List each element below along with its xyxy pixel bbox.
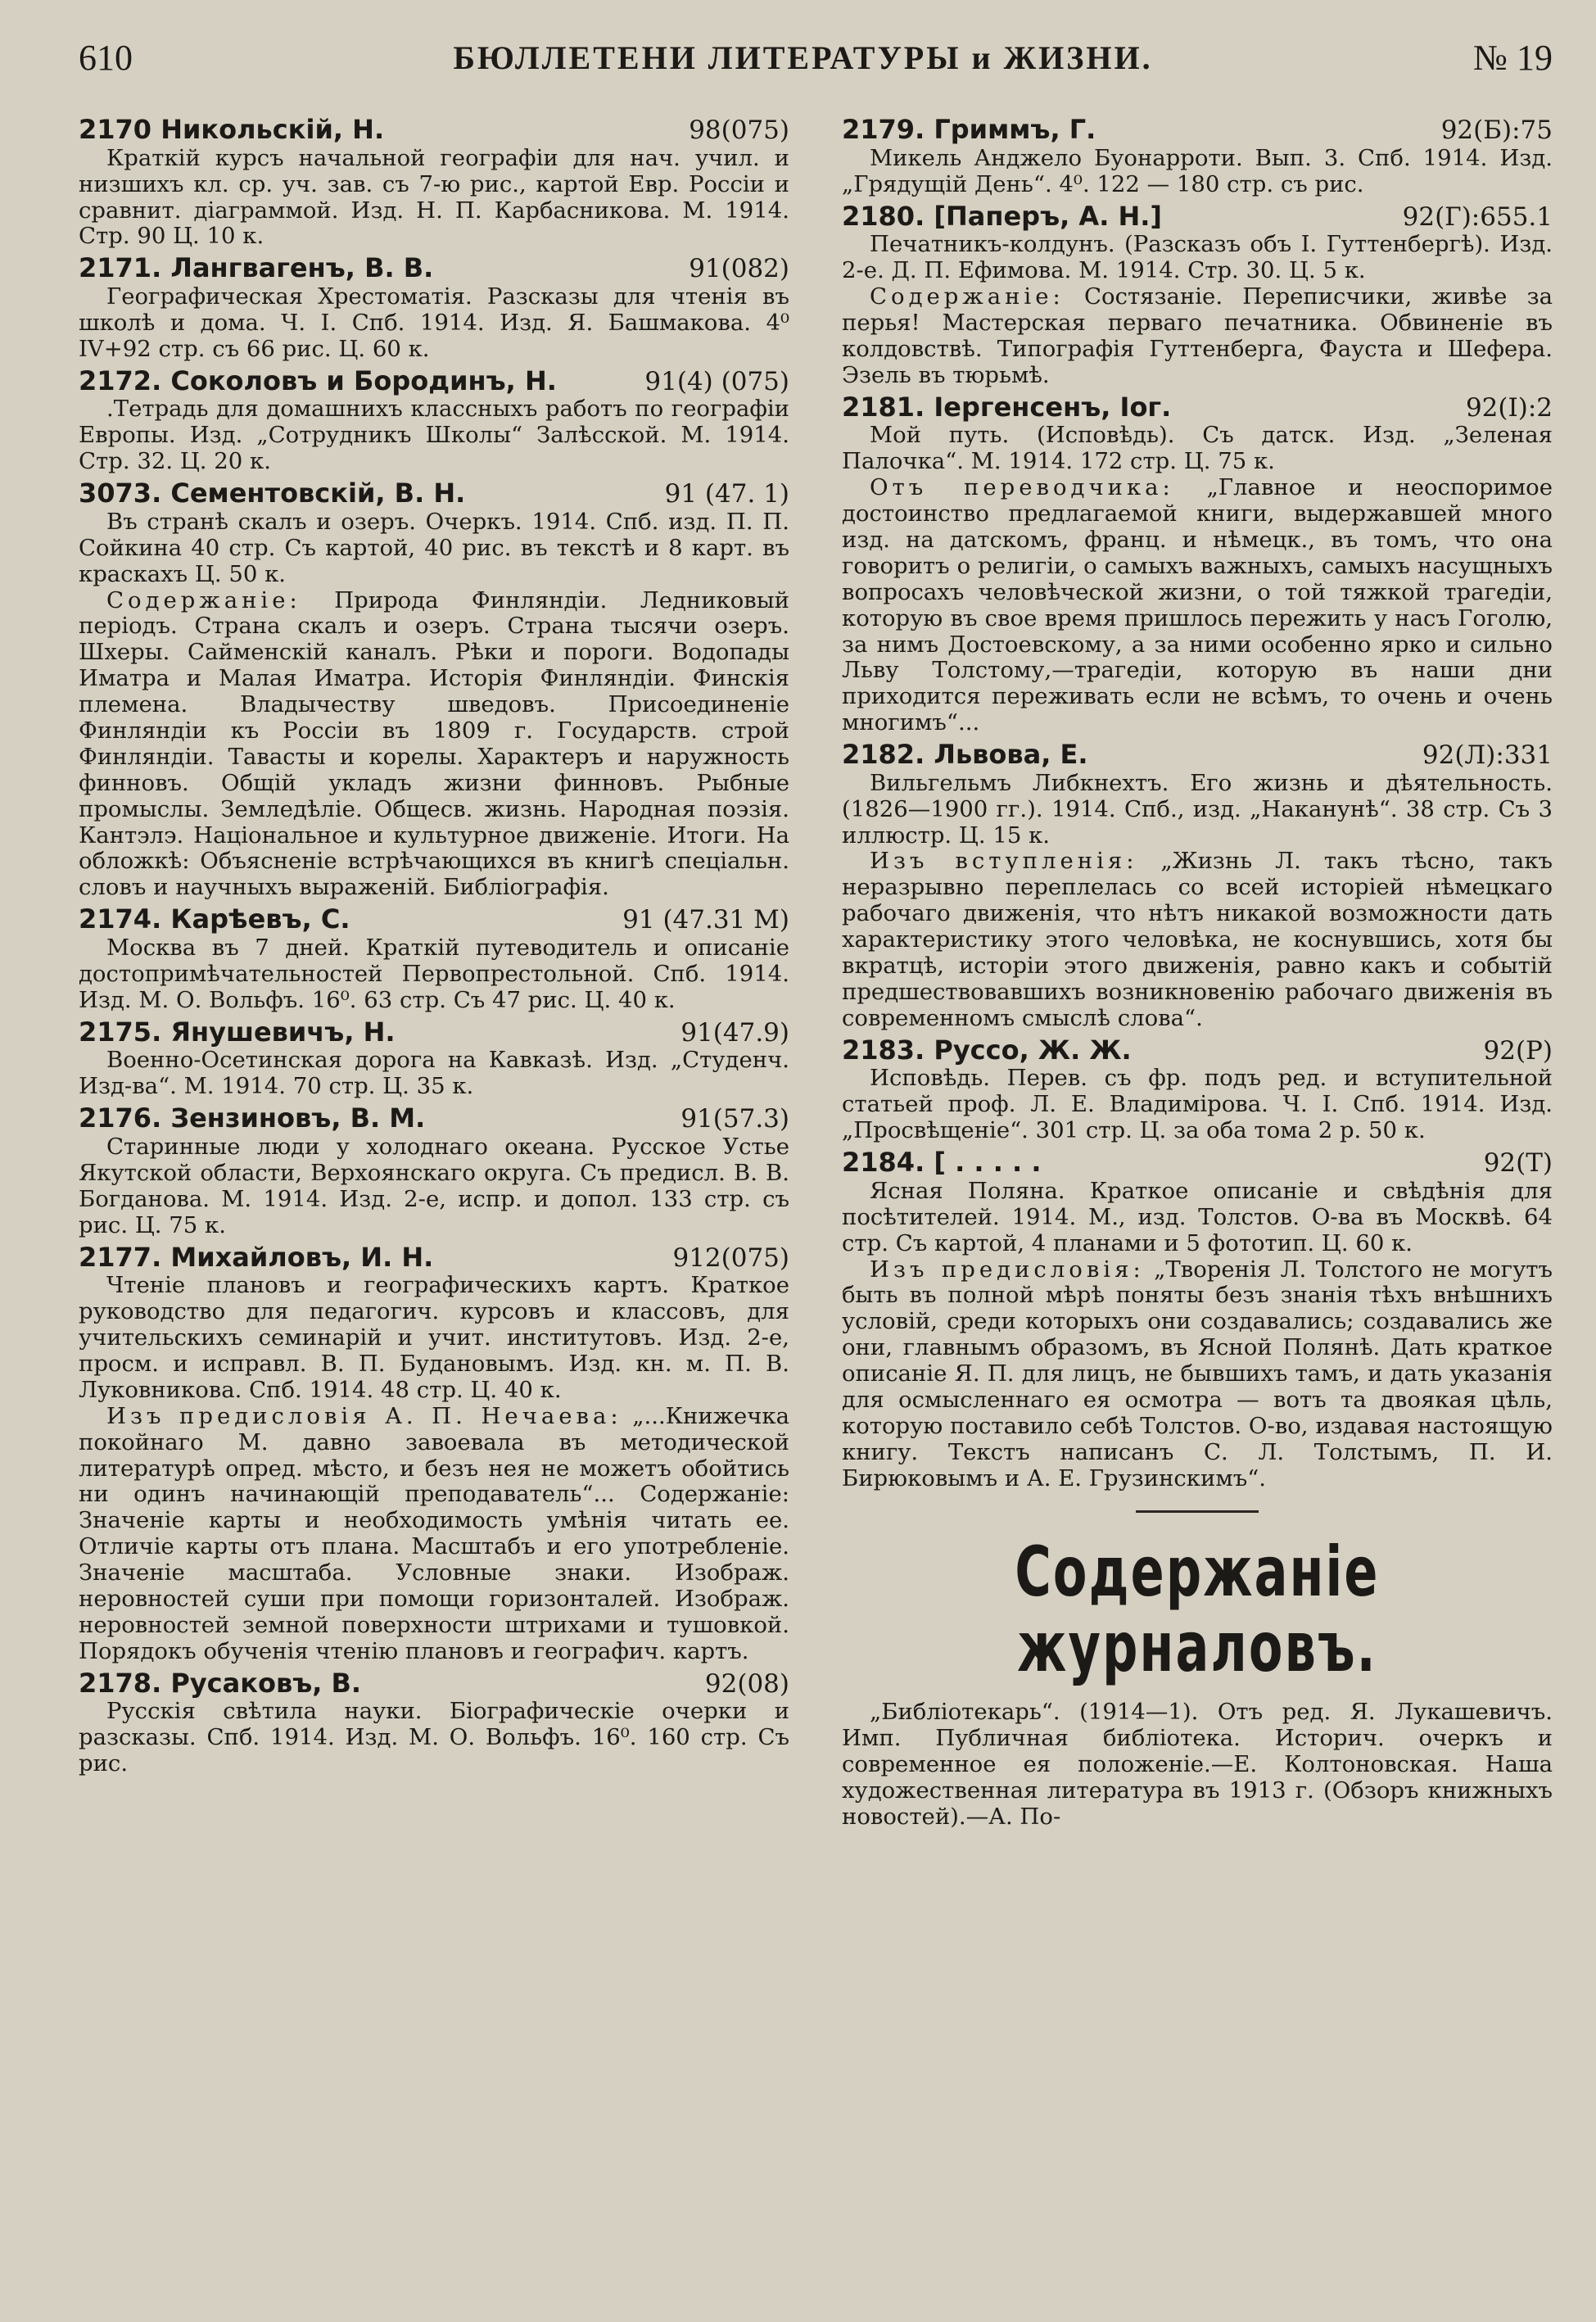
entry-number: 2179. — [842, 114, 925, 145]
entry-author: Іергенсенъ, Іог. — [934, 391, 1172, 423]
bibliography-entry — [842, 115, 1553, 198]
entry-heading — [842, 740, 1553, 771]
entry-number: 2181. — [842, 391, 925, 423]
entry-classification: 92(08) — [704, 1668, 789, 1699]
annotation-text: „Творенія Л. Толстого не могутъ быть въ полной мѣрѣ поняты безъ знанія тѣхъ внѣшнихъ условій, среди которыхъ они создавались; создавались же они, главнымъ образомъ, въ Ясной Полянѣ. Дать краткое описаніе Я. П. для лицъ, не бывшихъ тамъ, и дать указанія для осмысленнаго ея осмотра — вотъ та двоякая цѣль, которую поставило себѣ Толстов. О-во, издавая настоящую книгу. Текстъ написанъ С. Л. Толстымъ, П. И. Бирюковымъ и А. Е. Грузинскимъ“. — [842, 1256, 1553, 1491]
entry-author: Зензиновъ, В. М. — [170, 1102, 426, 1134]
entry-number-author — [79, 1103, 425, 1134]
entry-classification: 912(075) — [672, 1242, 789, 1273]
entry-number: 3073. — [79, 478, 162, 509]
entry-annotation — [79, 1404, 789, 1665]
entry-author: Гриммъ, Г. — [934, 114, 1096, 145]
entry-classification: 92(Л):331 — [1422, 740, 1553, 771]
bibliography-entry — [79, 1668, 789, 1777]
entry-author: Карѣевъ, С. — [170, 903, 350, 935]
entry-heading — [842, 115, 1553, 146]
entry-author: Русаковъ, В. — [170, 1667, 362, 1699]
entry-number: 2184. — [842, 1147, 925, 1179]
annotation-text: „Жизнь Л. такъ тѣсно, такъ неразрывно переплелась со всей исторіей нѣмецкаго рабочаго движенія, что нѣтъ никакой возможности дать характеристику этого человѣка, не коснувшись, хотя бы вкратцѣ, исторіи этого движенія, равно какъ и событій предшествовавшихъ возникновенію рабочаго движенія въ современномъ смыслѣ слова“. — [842, 848, 1553, 1031]
annotation-label: Содержаніе: — [106, 586, 301, 613]
entry-author: Соколовъ и Бородинъ, Н. — [170, 364, 557, 396]
bibliography-entry — [79, 478, 789, 901]
entry-number: 2178. — [79, 1667, 162, 1699]
entry-description: .Тетрадь для домашнихъ классныхъ работъ по географіи Европы. Изд. „Сотрудникъ Школы“ Залѣсской. М. 1914. Стр. 32. Ц. 20 к. — [79, 396, 789, 475]
annotation-label: Содержаніе: — [870, 283, 1065, 310]
annotation-text: „...Книжечка покойнаго М. давно завоевала въ методической литературѣ опред. мѣсто, и безъ нея не можетъ обойтись ни одинъ начинающій преподаватель“... Содержаніе: Значеніе карты и необходимость умѣнія читать ее. Отличіе карты отъ плана. Масштабъ и его употребленіе. Значеніе масштаба. Условные знаки. Изображ. неровностей суши при помощи горизонталей. Изображ. неровностей земной поверхности штрихами и тушовкой. Порядокъ обученія чтенію плановъ и географич. картъ. — [79, 1402, 789, 1664]
entry-description: Чтеніе плановъ и географическихъ картъ. Краткое руководство для педагогич. курсовъ и классовъ, для учительскихъ семинарій и учит. институтовъ. Изд. 2-е, просм. и исправл. В. П. Будановымъ. Изд. кн. м. П. В. Луковникова. Спб. 1914. 48 стр. Ц. 40 к. — [79, 1272, 789, 1403]
entry-classification: 91(47.9) — [680, 1017, 789, 1048]
entry-description: Старинные люди у холоднаго океана. Русское Устье Якутской области, Верхоянскаго округа. Съ предисл. В. В. Богданова. М. 1914. Изд. 2-е, испр. и допол. 133 стр. съ рис. Ц. 75 к. — [79, 1133, 789, 1238]
entry-number: 2174. — [79, 903, 162, 935]
entry-classification: 91(082) — [689, 254, 789, 284]
entry-heading — [79, 1242, 789, 1274]
entry-heading — [79, 1668, 789, 1700]
entry-heading — [79, 1017, 789, 1048]
entry-author: [Паперъ, А. Н.] — [934, 200, 1163, 232]
entry-number-author — [79, 253, 433, 284]
journals-heading: Содержаніе журналовъ. — [1015, 1531, 1380, 1687]
issue-number: № 19 — [1473, 37, 1553, 78]
bibliography-entry — [79, 1017, 789, 1101]
entry-author: Руссо, Ж. Ж. — [934, 1034, 1132, 1066]
annotation-label: Изъ вступленія: — [870, 848, 1138, 875]
bibliography-entry — [842, 1147, 1553, 1491]
entry-description: Ясная Поляна. Краткое описаніе и свѣдѣнія для посѣтителей. 1914. М., изд. Толстов. О-ва въ Москвѣ. 64 стр. Съ картой, 4 планами и 5 фототип. Ц. 60 к. — [842, 1177, 1553, 1256]
entry-author: Никольскій, Н. — [161, 114, 385, 145]
entry-classification: 91 (47.31 М) — [622, 905, 789, 935]
journals-text: „Библіотекарь“. (1914—1). Отъ ред. Я. Лукашевичъ. Имп. Публичная библіотека. Историч. очеркъ и современное ея положеніе.—Е. Колтоновская. Наша художественная литература въ 1913 г. (Обзоръ книжныхъ новостей).—А. По- — [842, 1699, 1553, 1830]
entry-number-author — [79, 1668, 361, 1700]
entry-annotation — [842, 1257, 1553, 1492]
entry-heading — [842, 201, 1553, 233]
entry-number-author — [842, 201, 1162, 233]
entry-description: Въ странѣ скалъ и озеръ. Очеркъ. 1914. Спб. изд. П. П. Сойкина 40 стр. Съ картой, 40 рис. въ текстѣ и 8 карт. въ краскахъ Ц. 50 к. — [79, 508, 789, 587]
bibliography-entry — [79, 1103, 789, 1238]
entry-number-author — [842, 1035, 1132, 1066]
entry-number-author — [842, 1147, 1041, 1179]
entry-description: Москва въ 7 дней. Краткій путеводитель и описаніе достопримѣчательностей Первопрестольной. Спб. 1914. Изд. М. О. Вольфъ. 16⁰. 63 стр. Съ 47 рис. Ц. 40 к. — [79, 935, 789, 1013]
entry-author: [ . . . . . — [934, 1147, 1042, 1179]
entry-description: Краткій курсъ начальной географіи для нач. учил. и низшихъ кл. ср. уч. зав. съ 7-ю рис., картой Евр. Россіи и сравнит. діаграммой. Изд. Н. П. Карбасникова. М. 1914. Стр. 90 Ц. 10 к. — [79, 144, 789, 250]
entry-classification: 92(І):2 — [1465, 392, 1553, 423]
entry-author: Михайловъ, И. Н. — [170, 1241, 434, 1273]
bibliography-entry — [842, 201, 1553, 389]
entry-number-author — [79, 478, 465, 509]
entry-number: 2177. — [79, 1241, 162, 1273]
entry-description: Русскія свѣтила науки. Біографическіе очерки и разсказы. Спб. 1914. Изд. М. О. Вольфъ. 16⁰. 160 стр. Съ рис. — [79, 1698, 789, 1777]
section-divider — [1136, 1510, 1259, 1513]
annotation-label: Изъ предисловія А. П. Нечаева: — [106, 1402, 622, 1429]
entry-classification: 92(Т) — [1483, 1148, 1553, 1179]
annotation-label: Отъ переводчика: — [870, 474, 1174, 501]
entry-classification: 92(Р) — [1483, 1035, 1553, 1066]
entry-heading — [79, 253, 789, 284]
annotation-text: Состязаніе. Переписчики, живѣе за перья! Мастерская перваго печатника. Обвиненіе въ колдовствѣ. Типографія Гуттенберга, Фауста и Шефера. Эзель въ тюрьмѣ. — [842, 283, 1553, 388]
entry-classification: 91(57.3) — [680, 1104, 789, 1134]
entry-number: 2176. — [79, 1102, 162, 1134]
entry-number: 2182. — [842, 739, 925, 771]
entry-heading — [842, 1035, 1553, 1066]
bibliography-entry — [842, 740, 1553, 1032]
entry-number-author — [79, 904, 350, 935]
entry-author: Львова, Е. — [934, 739, 1088, 771]
right-entries — [842, 115, 1553, 1492]
entry-annotation — [842, 849, 1553, 1031]
entry-heading — [842, 1147, 1553, 1179]
page-header — [79, 33, 1553, 82]
entry-description: Печатникъ-колдунъ. (Разсказъ объ І. Гуттенбергѣ). Изд. 2-е. Д. П. Ефимова. М. 1914. Стр. 30. Ц. 5 к. — [842, 231, 1553, 284]
entry-heading — [79, 478, 789, 509]
bibliography-entry — [79, 253, 789, 362]
annotation-label: Изъ предисловія: — [870, 1256, 1145, 1283]
entry-number: 2180. — [842, 200, 925, 232]
entry-number: 2171. — [79, 252, 162, 284]
entry-number: 2175. — [79, 1016, 162, 1048]
entry-annotation — [842, 475, 1553, 736]
entry-number-author — [79, 1017, 396, 1048]
entry-description: Военно-Осетинская дорога на Кавказѣ. Изд. „Студенч. Изд-ва“. М. 1914. 70 стр. Ц. 35 к. — [79, 1047, 789, 1100]
entry-number: 2172. — [79, 364, 162, 396]
bibliography-entry — [842, 1035, 1553, 1144]
entry-author: Лангвагенъ, В. В. — [170, 252, 434, 284]
entry-heading — [842, 392, 1553, 423]
entry-number: 2183. — [842, 1034, 925, 1066]
entry-annotation — [842, 284, 1553, 389]
bibliography-entry — [79, 904, 789, 1013]
bibliography-entry — [79, 115, 789, 250]
entry-classification: 98(075) — [689, 115, 789, 145]
entry-classification: 91 (47. 1) — [664, 479, 789, 509]
bibliography-entry — [79, 1242, 789, 1665]
entry-description: Микель Анджело Буонарроти. Вып. 3. Спб. 1914. Изд. „Грядущій День“. 4⁰. 122 — 180 стр. съ рис. — [842, 144, 1553, 197]
entry-heading — [79, 1103, 789, 1134]
entry-heading — [79, 366, 789, 397]
running-title: БЮЛЛЕТЕНИ ЛИТЕРАТУРЫ и ЖИЗНИ. — [453, 38, 1153, 76]
entry-classification: 92(Г):655.1 — [1402, 201, 1553, 232]
entry-classification: 91(4) (075) — [644, 366, 789, 396]
bibliography-entry — [79, 366, 789, 475]
entry-description: Вильгельмъ Либкнехтъ. Его жизнь и дѣятельность. (1826—1900 гг.). 1914. Спб., изд. „Наканунѣ“. 38 стр. Съ 3 иллюстр. Ц. 15 к. — [842, 769, 1553, 849]
entry-description: Географическая Хрестоматія. Разсказы для чтенія въ школѣ и дома. Ч. I. Спб. 1914. Изд. Я. Башмакова. 4⁰ IV+92 стр. съ 66 рис. Ц. 60 к. — [79, 283, 789, 362]
annotation-text: Природа Финляндіи. Ледниковый періодъ. Страна скалъ и озеръ. Страна тысячи озеръ. Шхеры. Сайменскій каналъ. Рѣки и пороги. Водопады Иматра и Малая Иматра. Исторія Финляндіи. Финскія племена. Владычеству шведовъ. Присоединеніе Финляндіи къ Россіи въ 1809 г. Государств. строй Финляндіи. Тавасты и корелы. Характеръ и наружность финновъ. Общій укладъ жизни финновъ. Рыбные промыслы. Земледѣліе. Общесв. жизнь. Народная поэзія. Кантэлэ. Національное и культурное движеніе. Итоги. На обложкѣ: Объясненіе встрѣчающихся въ книгѣ спеціальн. словъ и научныхъ выраженій. Библіографія. — [79, 586, 789, 901]
entry-number-author — [842, 115, 1096, 146]
annotation-text: „Главное и неоспоримое достоинство предлагаемой книги, выдержавшей много изд. на датскомъ, франц. и нѣмецк., въ томъ, что она говоритъ о религіи, о самыхъ важныхъ, самыхъ насущныхъ вопросахъ человѣческой жизни, о той тяжкой трагедіи, которую въ свое время пришлось пережить у насъ Гоголю, за нимъ Достоевскому, а за ними особенно ярко и сильно Льву Толстому,—трагедіи, которую въ наши дни приходится переживать если не всѣмъ, то очень и очень многимъ“... — [842, 474, 1553, 736]
left-column — [79, 115, 789, 1781]
entry-description: Мой путь. (Исповѣдь). Съ датск. Изд. „Зеленая Палочка“. М. 1914. 172 стр. Ц. 75 к. — [842, 422, 1553, 475]
entry-number: 2170 — [79, 114, 152, 145]
entry-number-author — [79, 1242, 433, 1274]
entry-heading — [79, 904, 789, 935]
bibliography-entry — [842, 392, 1553, 736]
entry-number-author — [842, 392, 1171, 423]
entry-number-author — [79, 366, 557, 397]
page-number: 610 — [79, 37, 133, 78]
entry-number-author — [842, 740, 1088, 771]
entry-author: Янушевичъ, Н. — [170, 1016, 396, 1048]
right-column — [842, 115, 1553, 1831]
entry-heading — [79, 115, 789, 146]
entry-classification: 92(Б):75 — [1440, 115, 1553, 145]
entry-author: Сементовскій, В. Н. — [170, 478, 466, 509]
entry-description: Исповѣдь. Перев. съ фр. подъ ред. и вступительной статьей проф. Л. Е. Владимірова. Ч. I. Спб. 1914. Изд. „Просвѣщеніе“. 301 стр. Ц. за оба тома 2 р. 50 к. — [842, 1065, 1553, 1144]
entry-annotation — [79, 588, 789, 902]
entry-number-author — [79, 115, 384, 146]
